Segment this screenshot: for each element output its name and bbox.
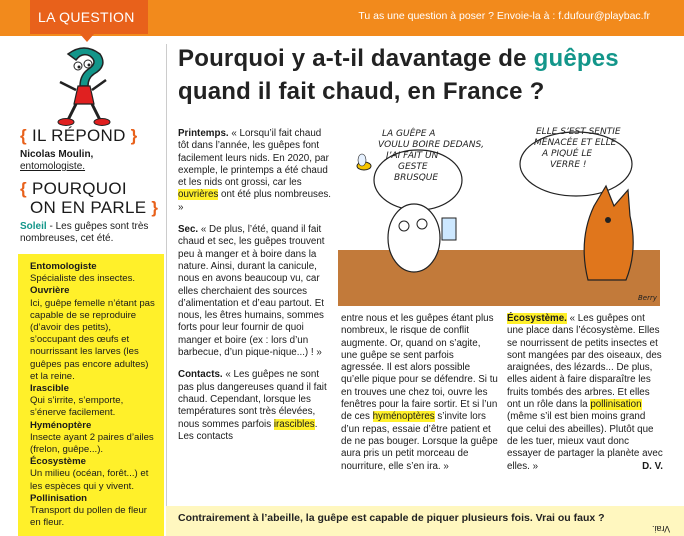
glossary-def: Un milieu (océan, forêt...) et les espèces qui y vivent. <box>30 468 149 492</box>
glossary-box <box>18 254 164 536</box>
comic-signature: Berry <box>638 294 658 302</box>
article-column-3 <box>507 313 663 473</box>
glossary-def: Insecte ayant 2 paires d’ailes (frelon, guêpe...). <box>30 431 154 456</box>
header-bar <box>0 0 684 36</box>
author-role: entomologiste. <box>20 161 86 172</box>
bubble-text-2: ELLE S’EST SENTIE MENACÉE ET ELLE A PIQUÉ LE VERRE ! <box>534 127 621 170</box>
quiz-question: Contrairement à l’abeille, la guêpe est capable de piquer plusieurs fois. Vrai ou faux ? <box>178 512 605 524</box>
article-column-2 <box>341 313 499 473</box>
glossary-def: Spécialiste des insectes. <box>30 273 136 285</box>
paragraph-sec: Sec. « De plus, l’été, quand il fait chaud et sec, les guêpes trouvent peu à manger et à boire dans la nature. Ainsi, durant la canicule, nous en avons beaucoup vu, car elles cherchaient des sources d’alimentation et d’eau partout. Et nous, les êtres humains, sommes forts pour leur fournir de quoi manger et boire (ex : lors d’un barbecue, d’un pique-nique...) ! » <box>178 224 325 359</box>
context-note: Soleil - Les guêpes sont très nombreuses, cet été. <box>20 221 149 244</box>
glossary-term: Entomologiste <box>30 261 97 272</box>
column-divider <box>166 44 167 532</box>
comic-illustration <box>338 120 660 306</box>
signature: D. V. <box>642 460 663 472</box>
glossary-def: Qui s’irrite, s’emporte, s’énerve facilement. <box>30 395 124 419</box>
glossary-term: Hyménoptère <box>30 419 92 431</box>
paragraph-ecosysteme: Écosystème. « Les guêpes ont une place dans l’écosystème. Elles se nourrissent de petits insectes et sont mangées par des oiseaux, des araignées, des lézards... De plus, elles aident à faire disparaître les fruits tombés des arbres. Et elles ont un rôle dans la pollinisation (même s’il est bien moins grand que celui des abeilles). Plutôt que de les tuer, mieux vaut donc essayer de partager la planète avec elles. » <box>507 313 663 472</box>
glossary-term: Irascible <box>30 383 69 395</box>
glossary-term: Écosystème <box>30 456 86 468</box>
article-column-1 <box>178 128 334 443</box>
contact-line: Tu as une question à poser ? Envoie-la à : f.dufour@playbac.fr <box>358 10 650 22</box>
il-repond-heading: { IL RÉPOND } <box>20 126 138 145</box>
page-title: Pourquoi y a-t-il davantage de guêpes quand il fait chaud, en France ? <box>178 45 619 105</box>
glossary-def: Ici, guêpe femelle n’étant pas capable de se reproduire (d’avoir des petits), s’occupant des œufs et nourrissant les larves (les guêpes pas encore adultes) et la reine. <box>30 297 155 382</box>
quiz-answer: Vrai. <box>651 524 670 534</box>
mascot-illustration <box>38 42 130 128</box>
quiz-bar <box>166 506 684 536</box>
author-name: Nicolas Moulin, <box>20 149 94 160</box>
glossary-term: Ouvrière <box>30 285 70 297</box>
glossary-term: Pollinisation <box>30 492 88 504</box>
bubble-text-1: LA GUÊPE A VOULU BOIRE DEDANS, J’AI FAIT UN GESTE BRUSQUE <box>378 129 485 183</box>
paragraph-contacts-cont: entre nous et les guêpes étant plus nombreux, le risque de conflit augmente. Or, quand on s’agite, une guêpe se sent parfois agressée. Il est alors possible qu’elle pique pour se défendre. Si tu en trouves une chez toi, ouvre les fenêtres pour la faire sortir. Et si l’un de ces hyménoptères s’invite lors d’un repas, essaie d’être patient et de ne pas bouger. Lorsque la guêpe aura pris un petit morceau de nourriture, elle s’en ira. » <box>341 313 498 472</box>
pourquoi-heading: { POURQUOI ON EN PARLE } <box>20 179 159 217</box>
section-tag: LA QUESTION <box>30 0 148 34</box>
paragraph-contacts: Contacts. « Les guêpes ne sont pas plus dangereuses quand il fait chaud. Cependant, lorsque les températures sont très élevées, nous sommes parfois irascibles. Les contacts <box>178 369 327 442</box>
paragraph-printemps: Printemps. « Lorsqu’il fait chaud tôt dans l’année, les guêpes font facilement leurs nids. En 2020, par exemple, le printemps a été chaud et les nids ont grossi, car les ouvrières ont été plus nombreuses. » <box>178 128 332 213</box>
glossary-def: Transport du pollen de fleur en fleur. <box>30 505 147 529</box>
